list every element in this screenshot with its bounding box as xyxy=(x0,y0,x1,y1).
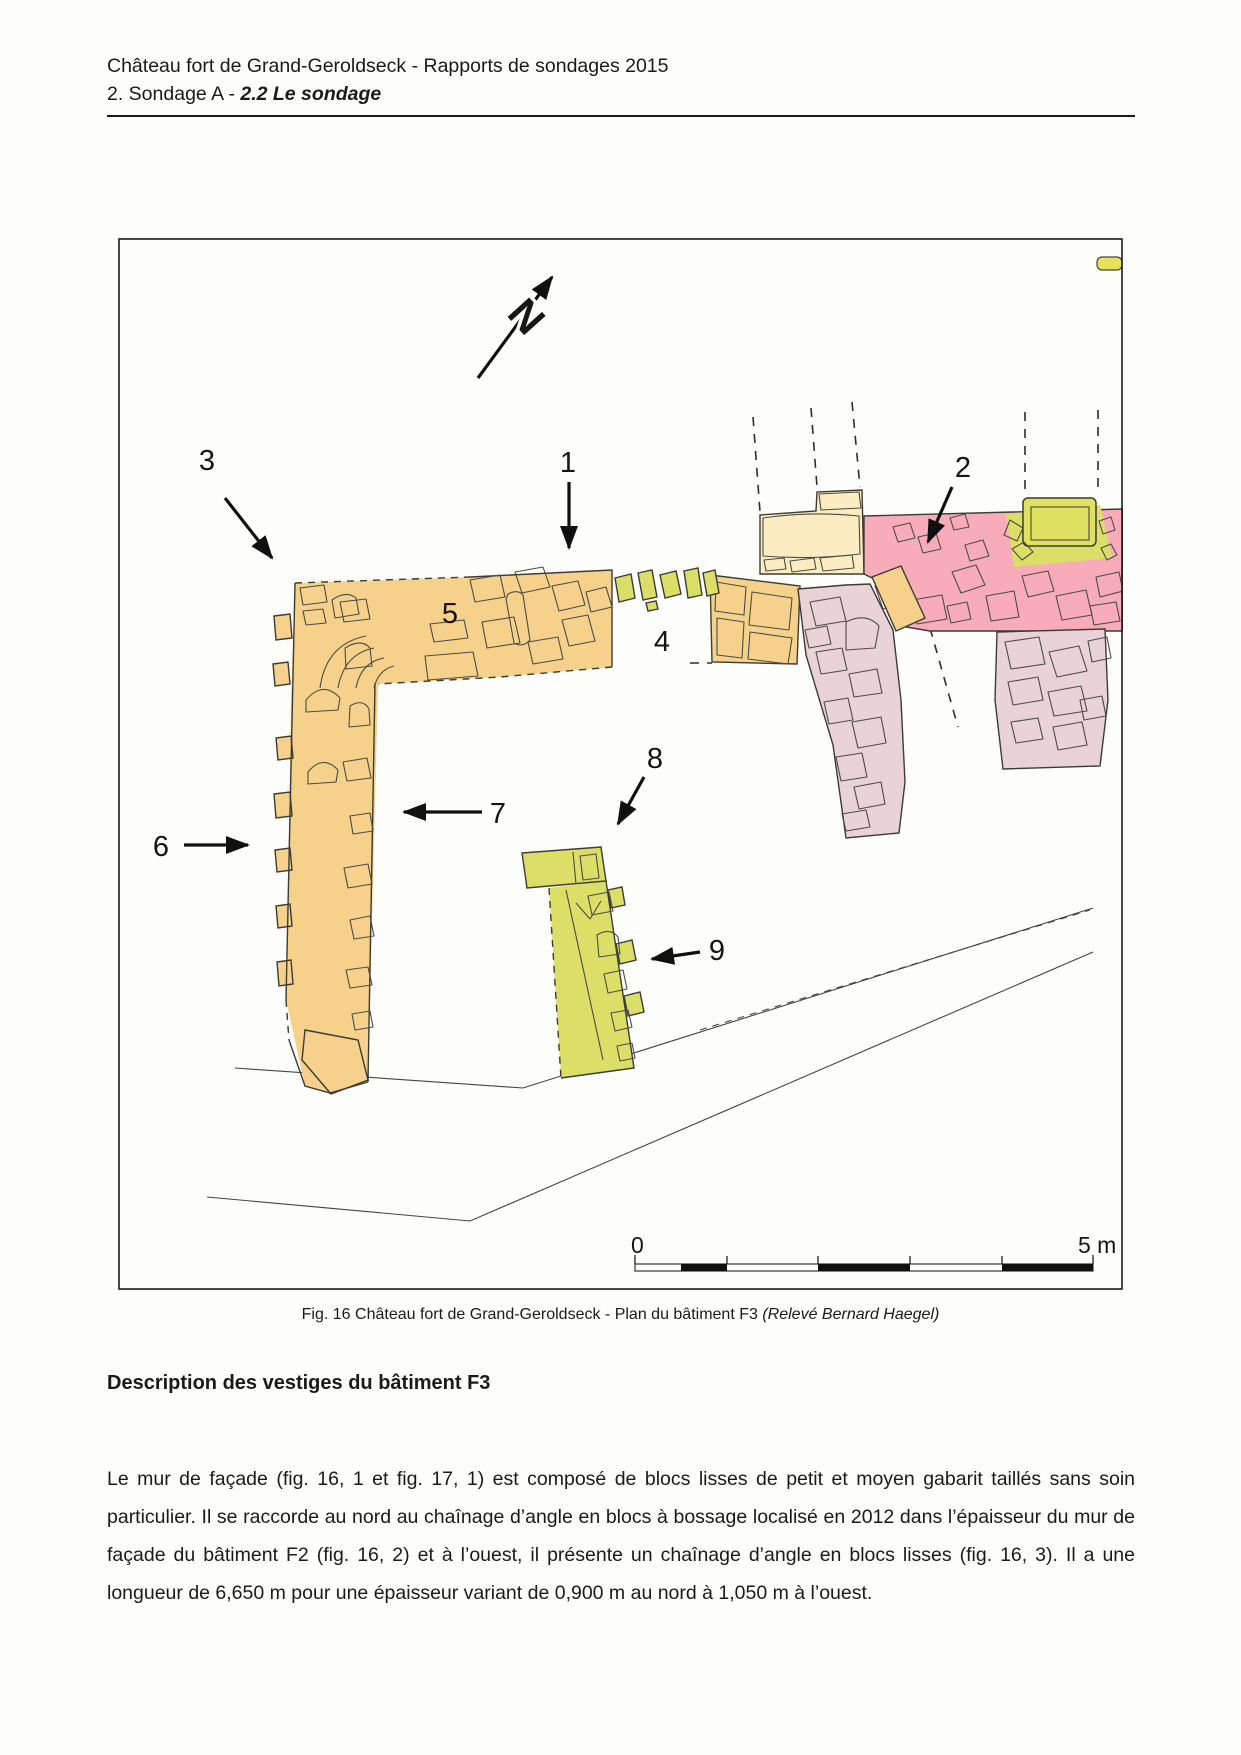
body-paragraph: Le mur de façade (fig. 16, 1 et fig. 17, 1) est composé de blocs lisses de petit et moyen gabarit taillés sans soin particulier. Il se raccorde au nord au chaînage d’angle en blocs à bossage localisé en 2012 dans l’épaisseur du mur de façade du bâtiment F2 (fig. 16, 2) et à l’ouest, il présente un chaînage d’angle en blocs lisses (fig. 16, 3). Il a une longueur de 6,650 m pour une épaisseur variant de 0,900 m au nord à 1,050 m à l’ouest. xyxy=(107,1467,1135,1604)
figure-caption-text: Fig. 16 Château fort de Grand-Geroldseck - Plan du bâtiment F3 xyxy=(301,1306,763,1323)
label-3: 3 xyxy=(198,445,216,477)
header-rule xyxy=(107,115,1135,117)
scale-bar xyxy=(631,1232,1116,1271)
label-5: 5 xyxy=(441,598,459,630)
wall-cream-bossage xyxy=(760,490,864,574)
label-1: 1 xyxy=(559,447,577,479)
figure-plan-f3 xyxy=(118,238,1123,1290)
green-block xyxy=(1023,498,1096,546)
figure-border xyxy=(119,239,1122,1289)
header-line-1: Château fort de Grand-Geroldseck - Rapports de sondages 2015 xyxy=(107,55,669,77)
wall-green-diagonal xyxy=(522,847,644,1078)
scale-end-label: 5 m xyxy=(1078,1232,1117,1258)
label-9: 9 xyxy=(708,935,726,967)
label-7: 7 xyxy=(489,798,507,830)
plan-drawing xyxy=(118,238,1123,1290)
scale-start-label: 0 xyxy=(631,1232,644,1258)
header-line-2-regular: 2. Sondage A - xyxy=(107,83,241,105)
gap4-green-stones xyxy=(615,568,719,611)
north-letter: N xyxy=(499,289,555,344)
section-heading: Description des vestiges du bâtiment F3 xyxy=(107,1372,491,1394)
figure-caption-credit: (Relevé Bernard Haegel) xyxy=(762,1306,940,1323)
label-4: 4 xyxy=(653,626,671,658)
header-line-2 xyxy=(107,80,669,108)
yellow-tab xyxy=(1097,257,1122,270)
label-2: 2 xyxy=(954,452,972,484)
figure-caption xyxy=(118,1306,1123,1324)
header-line-2-emphasis: 2.2 Le sondage xyxy=(240,83,382,105)
label-6: 6 xyxy=(152,831,170,863)
label-8: 8 xyxy=(646,743,664,775)
north-arrow xyxy=(478,277,554,378)
page-header xyxy=(107,52,669,108)
